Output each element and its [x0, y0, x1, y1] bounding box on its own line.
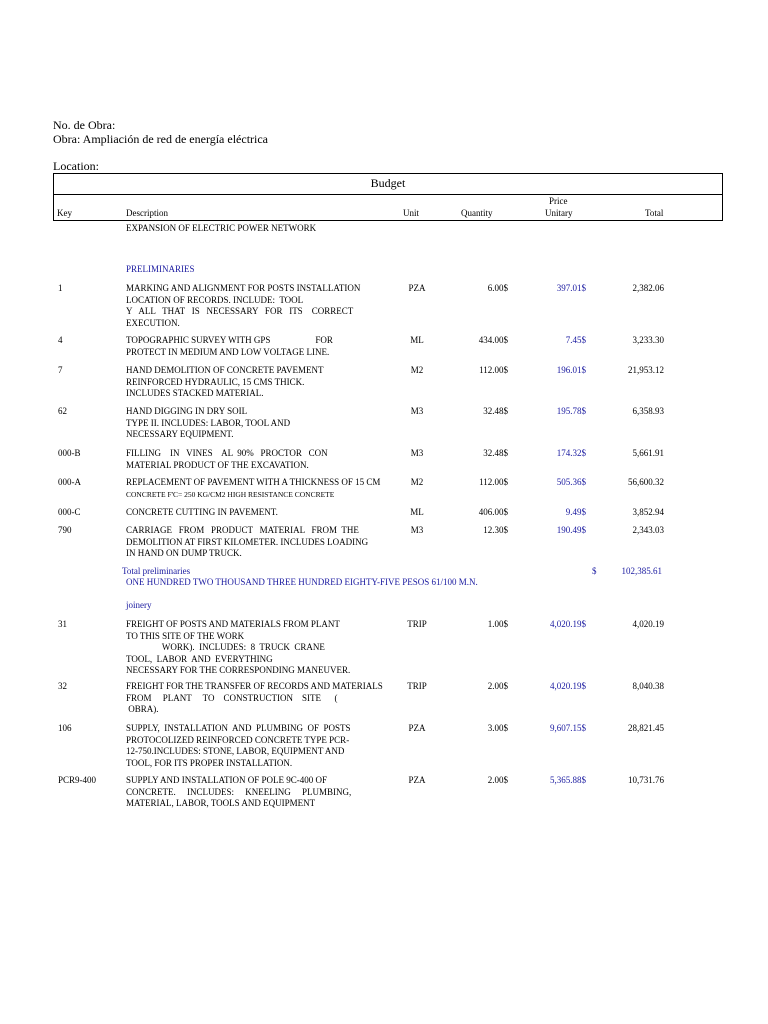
- item-unit: M3: [410, 406, 424, 416]
- item-total: 6,358.93: [632, 406, 664, 416]
- item-key: 4: [58, 335, 63, 345]
- item-description: [126, 507, 406, 519]
- column-total-header: Total: [645, 208, 664, 218]
- item-total: 4,020.19: [632, 619, 664, 629]
- item-unit: M2: [410, 477, 424, 487]
- item-unit: PZA: [408, 723, 426, 733]
- description-line: CARRIAGE FROM PRODUCT MATERIAL FROM THE: [126, 525, 359, 535]
- item-key: 1: [58, 283, 63, 293]
- column-unit-header: Unit: [403, 208, 420, 218]
- description-line: Y ALL THAT IS NECESSARY FOR ITS CORRECT: [126, 306, 354, 316]
- item-total: 5,661.91: [632, 448, 664, 458]
- item-unit-price: 195.78$: [556, 406, 586, 416]
- description-line: FROM PLANT TO CONSTRUCTION SITE (: [126, 692, 338, 703]
- item-unit-price: 397.01$: [556, 283, 586, 293]
- description-line: TOPOGRAPHIC SURVEY WITH GPS FOR: [126, 335, 333, 345]
- item-description: [126, 477, 406, 500]
- item-unit: M3: [410, 525, 424, 535]
- project-title: EXPANSION OF ELECTRIC POWER NETWORK: [126, 223, 317, 233]
- description-line: FREIGHT FOR THE TRANSFER OF RECORDS AND MATERIALS: [126, 681, 383, 691]
- description-line: DEMOLITION AT FIRST KILOMETER. INCLUDES LOADING: [126, 536, 369, 547]
- item-description: [126, 406, 406, 441]
- column-quantity-header: Quantity: [461, 208, 493, 218]
- item-quantity: 2.00$: [487, 681, 508, 691]
- item-unit: M3: [410, 448, 424, 458]
- item-description: [126, 283, 406, 329]
- description-line: PROTECT IN MEDIUM AND LOW VOLTAGE LINE.: [126, 346, 330, 357]
- item-total: 3,852.94: [632, 507, 664, 517]
- item-unit-price: 9,607.15$: [550, 723, 586, 733]
- description-line: TOOL, LABOR AND EVERYTHING: [126, 653, 273, 664]
- item-quantity: 112.00$: [479, 477, 508, 487]
- item-total: 2,343.03: [632, 525, 664, 535]
- item-key: 000-C: [58, 507, 81, 517]
- item-total: 8,040.38: [632, 681, 664, 691]
- item-total: 3,233.30: [632, 335, 664, 345]
- description-line: FILLING IN VINES AL 90% PROCTOR CON: [126, 448, 328, 458]
- total-preliminaries-currency: $: [592, 566, 597, 576]
- location-label: Location:: [53, 159, 99, 173]
- item-key: 31: [58, 619, 67, 629]
- item-unit: TRIP: [407, 681, 427, 691]
- total-preliminaries-label: Total preliminaries: [122, 566, 191, 576]
- column-price-header-top: Price: [549, 196, 568, 206]
- item-key: 62: [58, 406, 67, 416]
- item-total: 28,821.45: [628, 723, 664, 733]
- description-line: REINFORCED HYDRAULIC, 15 CMS THICK.: [126, 376, 305, 387]
- item-description: [126, 775, 406, 810]
- description-line: NECESSARY FOR THE CORRESPONDING MANEUVER.: [126, 665, 351, 675]
- item-unit-price: 4,020.19$: [550, 619, 586, 629]
- item-description: [126, 723, 406, 769]
- total-preliminaries-value: 102,385.61: [621, 566, 662, 576]
- description-line: 12-750.INCLUDES: STONE, LABOR, EQUIPMENT AND: [126, 746, 345, 756]
- item-quantity: 112.00$: [479, 365, 508, 375]
- item-unit-price: 190.49$: [556, 525, 586, 535]
- item-unit-price: 196.01$: [556, 365, 586, 375]
- item-total: 2,382.06: [632, 283, 664, 293]
- description-line: EXECUTION.: [126, 317, 180, 328]
- description-line: MARKING AND ALIGNMENT FOR POSTS INSTALLATION: [126, 283, 361, 293]
- column-description-header: Description: [126, 208, 168, 218]
- item-key: 7: [58, 365, 63, 375]
- item-key: 32: [58, 681, 67, 691]
- column-key-header: Key: [57, 208, 72, 218]
- obra-name-label: Obra: Ampliación de red de energía eléctrica: [53, 132, 269, 146]
- description-line: CONCRETE F'C= 250 KG/CM2 HIGH RESISTANCE CONCRETE: [126, 489, 335, 499]
- item-key: 000-B: [58, 448, 81, 458]
- item-quantity: 12.30$: [483, 525, 508, 535]
- item-description: [126, 335, 406, 358]
- description-line: TOOL, FOR ITS PROPER INSTALLATION.: [126, 757, 293, 768]
- item-unit: ML: [410, 335, 424, 345]
- description-line: REPLACEMENT OF PAVEMENT WITH A THICKNESS OF 15 CM: [126, 477, 381, 487]
- item-quantity: 3.00$: [487, 723, 508, 733]
- description-line: MATERIAL PRODUCT OF THE EXCAVATION.: [126, 459, 309, 470]
- item-unit-price: 5,365.88$: [550, 775, 586, 785]
- description-line: SUPPLY AND INSTALLATION OF POLE 9C-400 OF: [126, 775, 328, 785]
- item-unit-price: 7.45$: [565, 335, 586, 345]
- section-title-preliminaries: PRELIMINARIES: [126, 264, 195, 274]
- description-line: INCLUDES STACKED MATERIAL.: [126, 388, 264, 398]
- item-unit-price: 9.49$: [565, 507, 586, 517]
- item-key: 000-A: [58, 477, 81, 487]
- item-key: 106: [58, 723, 72, 733]
- total-preliminaries-words: ONE HUNDRED TWO THOUSAND THREE HUNDRED EIGHTY-FIVE PESOS 61/100 M.N.: [126, 577, 478, 587]
- description-line: HAND DEMOLITION OF CONCRETE PAVEMENT: [126, 365, 324, 375]
- item-unit: PZA: [408, 283, 426, 293]
- item-unit: ML: [410, 507, 424, 517]
- item-quantity: 2.00$: [487, 775, 508, 785]
- description-line: FREIGHT OF POSTS AND MATERIALS FROM PLANT: [126, 619, 340, 629]
- item-description: [126, 365, 406, 400]
- item-key: 790: [58, 525, 72, 535]
- item-unit-price: 174.32$: [556, 448, 586, 458]
- item-total: 10,731.76: [628, 775, 664, 785]
- item-description: [126, 525, 406, 560]
- item-unit: PZA: [408, 775, 426, 785]
- description-line: SUPPLY, INSTALLATION AND PLUMBING OF POSTS: [126, 723, 351, 733]
- item-description: [126, 448, 406, 471]
- obra-number-label: No. de Obra:: [53, 118, 116, 132]
- section-title-joinery: joinery: [126, 600, 152, 610]
- description-line: TYPE II. INCLUDES: LABOR, TOOL AND: [126, 417, 291, 428]
- description-line: TO THIS SITE OF THE WORK: [126, 630, 245, 641]
- item-unit: M2: [410, 365, 424, 375]
- item-quantity: 32.48$: [483, 448, 508, 458]
- description-line: CONCRETE CUTTING IN PAVEMENT.: [126, 507, 278, 517]
- item-description: [126, 619, 406, 677]
- item-quantity: 406.00$: [478, 507, 508, 517]
- description-line: CONCRETE. INCLUDES: KNEELING PLUMBING,: [126, 786, 352, 797]
- item-total: 21,953.12: [628, 365, 664, 375]
- description-line: LOCATION OF RECORDS. INCLUDE: TOOL: [126, 294, 304, 305]
- item-quantity: 32.48$: [483, 406, 508, 416]
- description-line: MATERIAL, LABOR, TOOLS AND EQUIPMENT: [126, 798, 316, 808]
- description-line: WORK). INCLUDES: 8 TRUCK CRANE: [126, 642, 325, 652]
- item-unit-price: 4,020.19$: [550, 681, 586, 691]
- description-line: NECESSARY EQUIPMENT.: [126, 429, 234, 439]
- item-key: PCR9-400: [58, 775, 97, 785]
- item-unit: TRIP: [407, 619, 427, 629]
- budget-title: Budget: [54, 174, 722, 195]
- description-line: HAND DIGGING IN DRY SOIL: [126, 406, 248, 416]
- column-price-header-bottom: Unitary: [545, 208, 573, 218]
- description-line: IN HAND ON DUMP TRUCK.: [126, 548, 242, 558]
- item-quantity: 1.00$: [487, 619, 508, 629]
- description-line: PROTOCOLIZED REINFORCED CONCRETE TYPE PCR-: [126, 734, 350, 745]
- item-quantity: 6.00$: [487, 283, 508, 293]
- description-line: OBRA).: [126, 704, 159, 714]
- item-quantity: 434.00$: [478, 335, 508, 345]
- item-total: 56,600.32: [628, 477, 664, 487]
- item-description: [126, 681, 406, 716]
- item-unit-price: 505.36$: [556, 477, 586, 487]
